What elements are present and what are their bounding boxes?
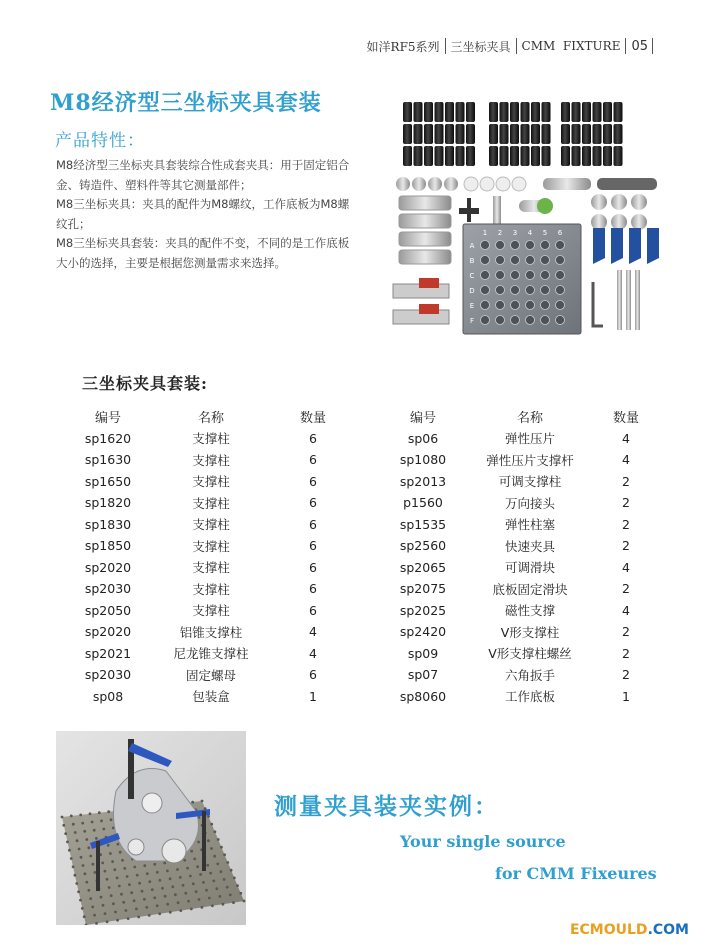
part-quantity: 2 (622, 538, 630, 554)
part-name: 万向接头 (504, 495, 555, 511)
table-row (375, 449, 663, 471)
plate-row-label: F (469, 317, 475, 325)
part-name: 六角扳手 (504, 667, 555, 683)
header-divider (625, 38, 626, 54)
tagline-line-2: for CMM Fixeures (495, 864, 657, 883)
part-code: sp1080 (399, 452, 447, 468)
part-name: V形支撑柱螺丝 (488, 646, 572, 662)
plate-row-label: A (469, 242, 475, 250)
part-quantity: 2 (622, 495, 630, 511)
table-row (375, 428, 663, 450)
support-posts-group (403, 102, 623, 166)
plate-column-label: 1 (482, 229, 488, 237)
part-quantity: 6 (309, 430, 317, 446)
part-code: sp8060 (399, 688, 447, 704)
part-quantity: 6 (309, 538, 317, 554)
part-name: 可调滑块 (504, 560, 555, 576)
part-name: 包装盒 (192, 689, 230, 705)
part-code: sp2020 (84, 624, 132, 640)
header-divider (652, 38, 653, 54)
watermark-part1: ECMOULD (569, 922, 648, 938)
part-name: 尼龙锥支撑柱 (173, 646, 249, 662)
part-quantity: 2 (622, 516, 630, 532)
header-category: 三坐标夹具 (450, 39, 511, 54)
part-quantity: 2 (622, 624, 630, 640)
part-name: 铝锥支撑柱 (179, 624, 243, 640)
plate-column-label: 6 (557, 229, 563, 237)
part-quantity: 1 (309, 688, 317, 704)
table-row (70, 428, 350, 450)
plate-column-label: 3 (512, 229, 518, 237)
fixture-example-photo (56, 731, 246, 925)
description-paragraph: M8经济型三坐标夹具套装综合性成套夹具：用于固定铝合金、铸造件、塑料件等其它测量部件； (56, 158, 350, 192)
page-header (367, 36, 653, 56)
table-row (375, 621, 663, 643)
part-name: 固定螺母 (185, 667, 236, 683)
header-qty: 数量 (612, 411, 639, 427)
table-header-row (70, 406, 350, 428)
part-code: sp2065 (399, 559, 447, 575)
part-quantity: 6 (309, 473, 317, 489)
table-row (70, 492, 350, 514)
part-name: 弹性压片 (504, 431, 555, 447)
header-series: 如洋RF5系列 (366, 39, 440, 54)
header-cmm-fixture: CMM FIXTURE (521, 39, 621, 53)
table-row (70, 664, 350, 686)
part-code: p1560 (403, 495, 443, 511)
table-row (375, 557, 663, 579)
magnetic-supports (591, 194, 647, 230)
part-name: 快速夹具 (504, 538, 555, 554)
part-name: 弹性柱塞 (504, 517, 555, 533)
part-code: sp2075 (399, 581, 447, 597)
header-divider (516, 38, 517, 54)
v-support-blocks (593, 228, 659, 264)
part-code: sp1535 (399, 516, 447, 532)
part-name: 磁性支撑 (504, 603, 555, 619)
plate-column-label: 2 (497, 229, 503, 237)
parts-table-left (70, 406, 350, 707)
plate-row-label: C (469, 272, 475, 280)
example-heading: 测量夹具装夹实例： (274, 793, 499, 820)
part-code: sp06 (407, 430, 439, 446)
header-name: 名称 (197, 411, 224, 427)
part-code: sp2420 (399, 624, 447, 640)
table-row (70, 686, 350, 708)
part-code: sp2013 (399, 473, 447, 489)
product-description (56, 156, 356, 273)
table-row (70, 449, 350, 471)
plate-column-label: 4 (527, 229, 533, 237)
table-row (375, 471, 663, 493)
part-name: 支撑柱 (192, 495, 230, 511)
part-code: sp2020 (84, 559, 132, 575)
description-paragraph: M8三坐标夹具：夹具的配件为M8螺纹，工作底板为M8螺纹孔； (56, 197, 350, 231)
part-name: 支撑柱 (192, 603, 230, 619)
hardware-row (396, 177, 657, 191)
part-name: 弹性压片支撑杆 (486, 452, 574, 468)
part-code: sp2030 (84, 581, 132, 597)
page-number: 05 (631, 38, 648, 54)
tagline-line-1: Your single source (400, 832, 566, 851)
part-quantity: 6 (309, 581, 317, 597)
plate-row-label: E (469, 302, 475, 310)
part-name: 支撑柱 (192, 538, 230, 554)
table-row (375, 686, 663, 708)
part-quantity: 2 (622, 473, 630, 489)
table-row (375, 514, 663, 536)
part-code: sp2025 (399, 602, 447, 618)
plate-row-label: D (469, 287, 475, 295)
part-code: sp09 (407, 645, 439, 661)
part-quantity: 6 (309, 516, 317, 532)
table-row (375, 664, 663, 686)
part-quantity: 4 (309, 645, 317, 661)
table-row (375, 492, 663, 514)
part-quantity: 2 (622, 581, 630, 597)
part-name: 支撑柱 (192, 517, 230, 533)
table-row (70, 535, 350, 557)
header-qty: 数量 (299, 411, 326, 427)
part-quantity: 4 (622, 452, 630, 468)
header-divider (445, 38, 446, 54)
part-code: sp2030 (84, 667, 132, 683)
part-code: sp07 (407, 667, 439, 683)
site-watermark (570, 922, 689, 938)
part-name: V形支撑柱 (500, 624, 560, 640)
header-code: 编号 (94, 411, 121, 427)
part-code: sp2050 (84, 602, 132, 618)
table-row (375, 600, 663, 622)
part-quantity: 2 (622, 667, 630, 683)
features-heading: 产品特性： (55, 131, 145, 151)
adjustable-rods (593, 270, 640, 330)
part-code: sp2021 (84, 645, 132, 661)
table-row (375, 578, 663, 600)
part-quantity: 6 (309, 602, 317, 618)
part-name: 支撑柱 (192, 431, 230, 447)
table-row (70, 643, 350, 665)
table-row (70, 621, 350, 643)
part-quantity: 2 (622, 645, 630, 661)
page-title: M8经济型三坐标夹具套装 (50, 90, 322, 116)
parts-table-right (375, 406, 663, 707)
part-quantity: 6 (309, 495, 317, 511)
part-quantity: 4 (309, 624, 317, 640)
part-name: 支撑柱 (192, 474, 230, 490)
part-code: sp1820 (84, 495, 132, 511)
part-name: 支撑柱 (192, 581, 230, 597)
part-quantity: 6 (309, 667, 317, 683)
part-code: sp1830 (84, 516, 132, 532)
plate-row-label: B (469, 257, 475, 265)
kit-heading: 三坐标夹具套装: (82, 374, 208, 393)
table-row (70, 471, 350, 493)
quick-clamps (393, 278, 449, 324)
table-row (70, 557, 350, 579)
table-row (70, 514, 350, 536)
part-quantity: 6 (309, 452, 317, 468)
table-row (70, 600, 350, 622)
table-header-row (375, 406, 663, 428)
watermark-part2: .COM (647, 922, 689, 938)
part-quantity: 6 (309, 559, 317, 575)
part-code: sp08 (92, 688, 124, 704)
part-name: 底板固定滑块 (492, 581, 568, 597)
part-code: sp1850 (84, 538, 132, 554)
header-name: 名称 (516, 411, 543, 427)
part-quantity: 4 (622, 430, 630, 446)
part-code: sp1650 (84, 473, 132, 489)
part-quantity: 4 (622, 559, 630, 575)
table-row (375, 535, 663, 557)
part-quantity: 1 (622, 688, 630, 704)
part-name: 工作底板 (504, 689, 555, 705)
header-code: 编号 (409, 411, 436, 427)
part-code: sp1630 (84, 452, 132, 468)
table-row (375, 643, 663, 665)
table-row (70, 578, 350, 600)
part-name: 支撑柱 (192, 452, 230, 468)
part-name: 支撑柱 (192, 560, 230, 576)
part-quantity: 4 (622, 602, 630, 618)
part-code: sp1620 (84, 430, 132, 446)
part-name: 可调支撑柱 (498, 474, 562, 490)
description-paragraph: M8三坐标夹具套装：夹具的配件不变，不同的是工作底板大小的选择，主要是根据您测量需求来选择。 (56, 236, 350, 270)
fixture-kit-photo (385, 98, 667, 342)
plate-column-label: 5 (542, 229, 548, 237)
part-code: sp2560 (399, 538, 447, 554)
work-base-plate (463, 224, 581, 334)
